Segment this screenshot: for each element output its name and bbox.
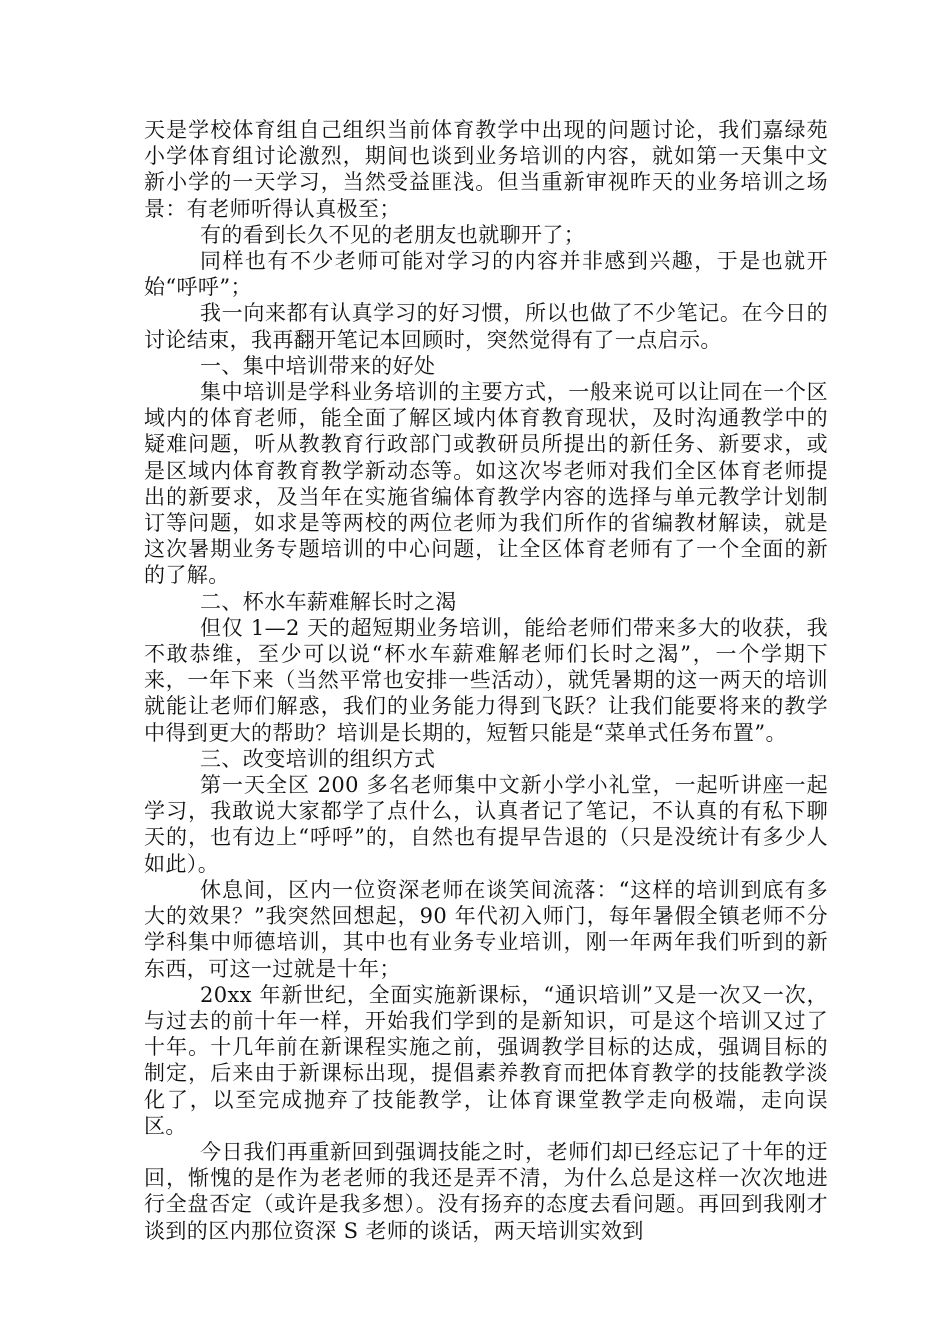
paragraph: 第一天全区 200 多名老师集中文新小学小礼堂，一起听讲座一起学习，我敢说大家都学了点什么，认真者记了笔记，不认真的有私下聊天的，也有边上“呼呼”的，自然也有提早告退的（只是没统计有多少人如此）。	[144, 773, 828, 876]
paragraph: 集中培训是学科业务培训的主要方式，一般来说可以让同在一个区域内的体育老师，能全面了解区域内体育教育现状，及时沟通教学中的疑难问题，听从教教育行政部门或教研员所提出的新任务、新要求，或是区域内体育教育教学新动态等。如这次岑老师对我们全区体育老师提出的新要求，及当年在实施省编体育教学内容的选择与单元教学计划制订等问题，如求是等两校的两位老师为我们所作的省编教材解读，就是这次暑期业务专题培训的中心问题，让全区体育老师有了一个全面的新的了解。	[144, 380, 828, 588]
section-heading: 二、杯水车薪难解长时之渴	[200, 589, 457, 614]
document-body	[144, 117, 828, 1244]
paragraph: 同样也有不少老师可能对学习的内容并非感到兴趣，于是也就开始“呼呼”；	[144, 249, 828, 300]
paragraph: 我一向来都有认真学习的好习惯，所以也做了不少笔记。在今日的讨论结束，我再翻开笔记本回顾时，突然觉得有了一点启示。	[144, 301, 828, 352]
section-heading: 一、集中培训带来的好处	[200, 353, 436, 378]
paragraph: 休息间，区内一位资深老师在谈笑间流落：“这样的培训到底有多大的效果？”我突然回想起，90 年代初入师门，每年暑假全镇老师不分学科集中师德培训，其中也有业务专业培训，刚一年两年我们听到的新东西，可这一过就是十年；	[144, 877, 828, 981]
paragraph: 今日我们再重新回到强调技能之时，老师们却已经忘记了十年的迂回，惭愧的是作为老老师的我还是弄不清，为什么总是这样一次次地进行全盘否定（或许是我多想）。没有扬弃的态度去看问题。再回到我刚才谈到的区内那位资深 S 老师的谈话，两天培训实效到	[144, 1139, 828, 1243]
section-heading: 三、改变培训的组织方式	[200, 746, 436, 771]
paragraph: 天是学校体育组自己组织当前体育教学中出现的问题讨论，我们嘉绿苑小学体育组讨论激烈，期间也谈到业务培训的内容，就如第一天集中文新小学的一天学习，当然受益匪浅。但当重新审视昨天的业务培训之场景：有老师听得认真极至；	[144, 118, 828, 221]
paragraph: 20xx 年新世纪，全面实施新课标，“通识培训”又是一次又一次，与过去的前十年一样，开始我们学到的是新知识，可是这个培训又过了十年。十几年前在新课程实施之前，强调教学目标的达成，强调目标的制定，后来由于新课标出现，提倡素养教育而把体育教学的技能教学淡化了，以至完成抛弃了技能教学，让体育课堂教学走向极端，走向误区。	[144, 982, 828, 1138]
paragraph: 但仅 1—2 天的超短期业务培训，能给老师们带来多大的收获，我不敢恭维，至少可以说“杯水车薪难解老师们长时之渴”，一个学期下来，一年下来（当然平常也安排一些活动），就凭暑期的这一两天的培训就能让老师们解惑，我们的业务能力得到飞跃？让我们能要将来的教学中得到更大的帮助？培训是长期的，短暂只能是“菜单式任务布置”。	[144, 615, 828, 745]
paragraph: 有的看到长久不见的老朋友也就聊开了；	[200, 222, 586, 247]
